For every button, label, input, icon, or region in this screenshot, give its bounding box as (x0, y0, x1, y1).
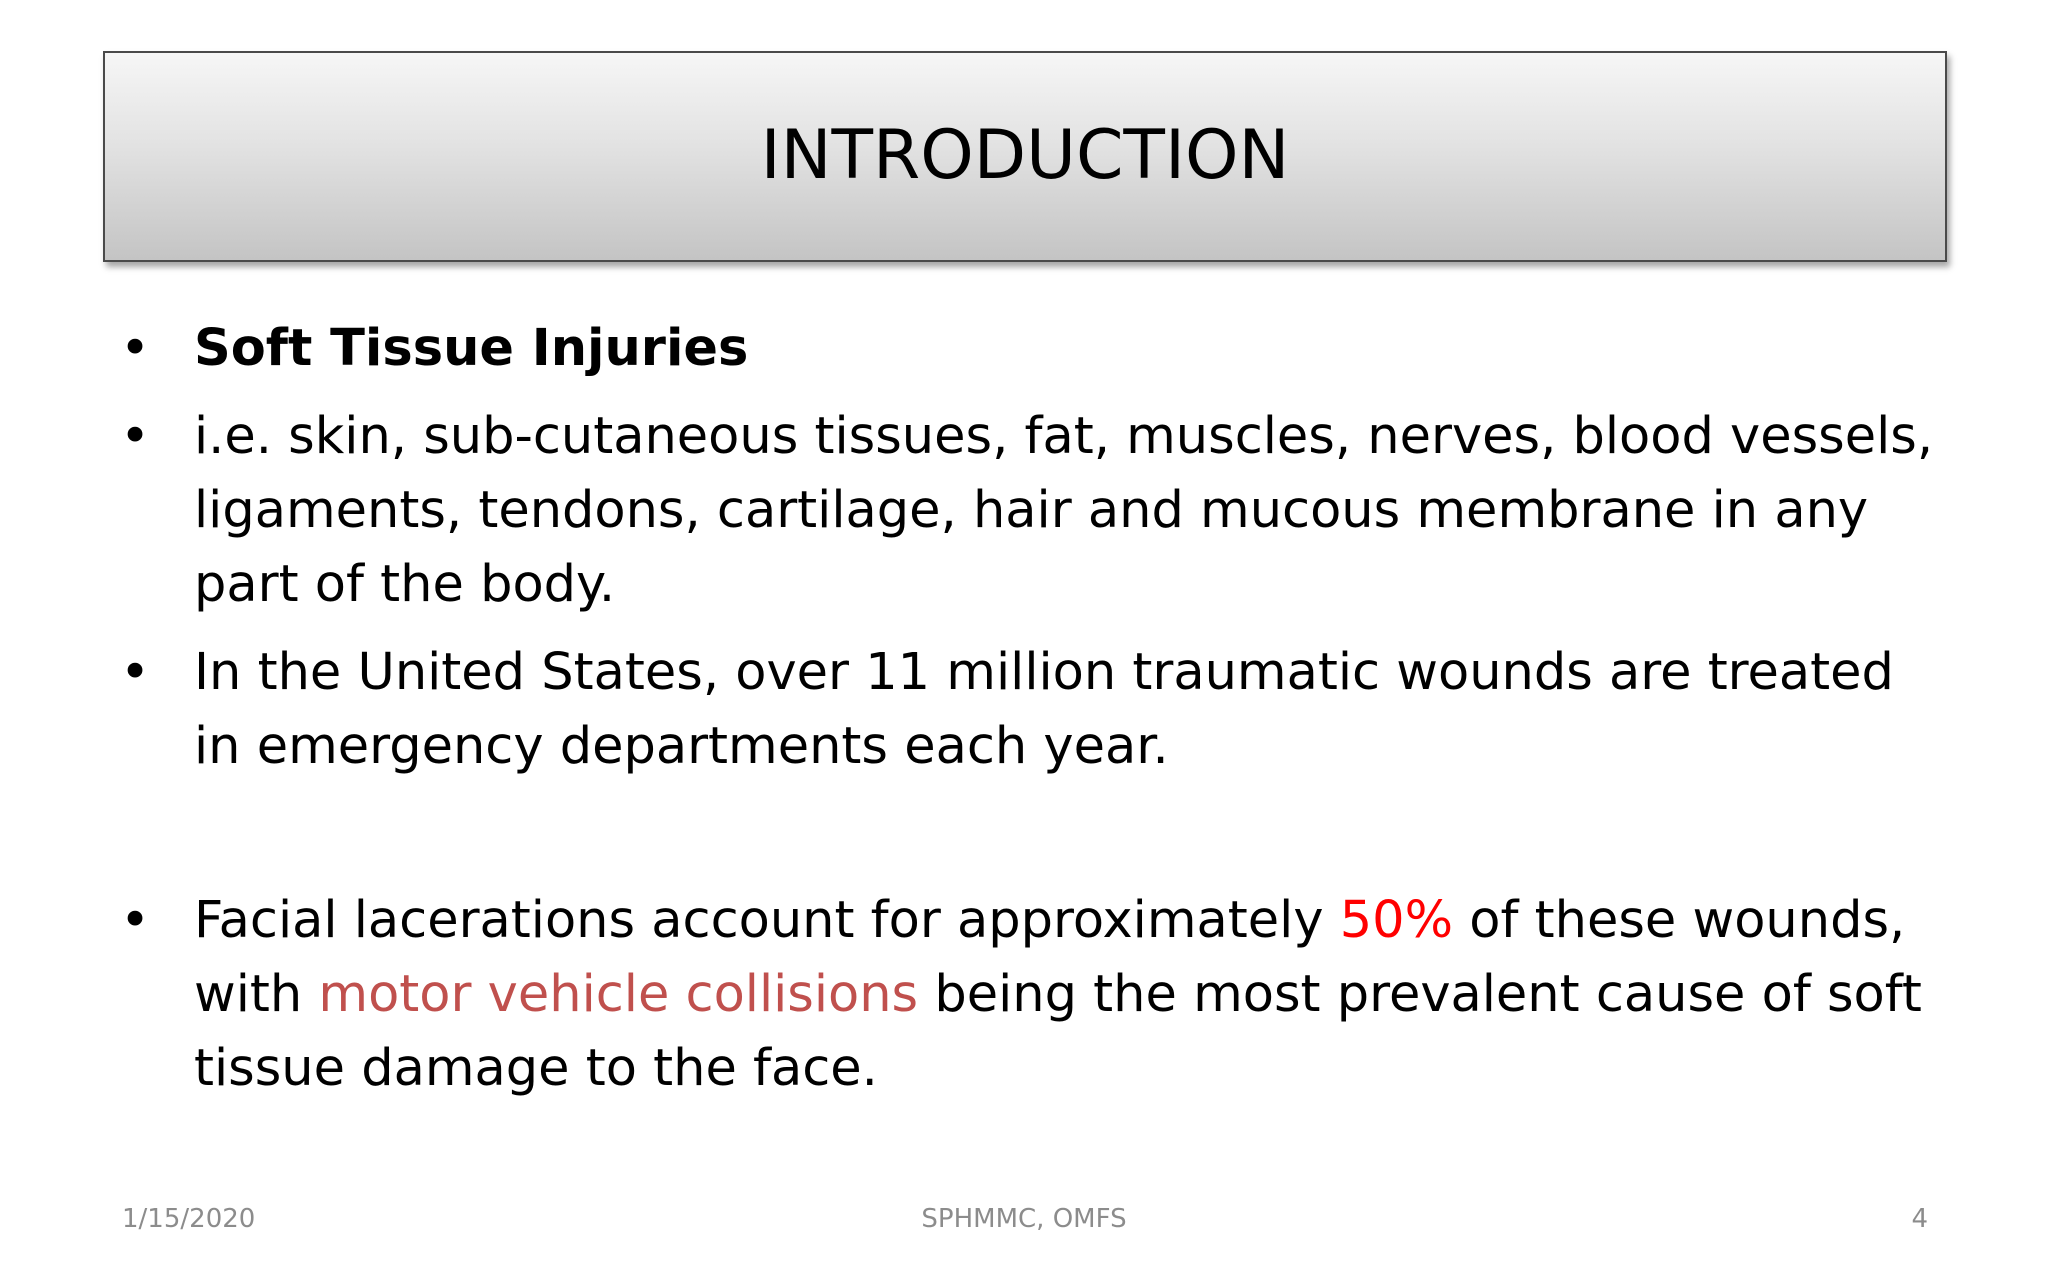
footer-page-number: 4 (1911, 1204, 1928, 1234)
bullet-text-mid: of these wounds, with (194, 891, 1906, 1024)
bullet-dot: • (120, 407, 151, 466)
footer-institution: SPHMMC, OMFS (921, 1204, 1127, 1234)
bullet-item-facial-lacerations (120, 884, 1950, 1106)
bullet-item-us-statistics (120, 636, 1950, 784)
footer-date: 1/15/2020 (122, 1204, 256, 1234)
highlight-cause: motor vehicle collisions (318, 965, 919, 1024)
highlight-percentage: 50% (1339, 891, 1454, 950)
title-bar (103, 51, 1947, 262)
bullet-text-pre: Facial lacerations account for approximately (194, 891, 1340, 950)
bullet-list (120, 312, 1950, 1120)
bullet-text-post: being the most prevalent cause of soft tissue damage to the face. (194, 965, 1922, 1098)
bullet-dot: • (120, 891, 151, 950)
bullet-text: In the United States, over 11 million traumatic wounds are treated in emergency departments each year. (194, 643, 1894, 776)
bullet-item-soft-tissue (120, 312, 1950, 386)
bullet-text: Soft Tissue Injuries (194, 319, 749, 378)
bullet-item-tissue-types (120, 400, 1950, 622)
slide-title: INTRODUCTION (760, 116, 1290, 195)
bullet-text: i.e. skin, sub-cutaneous tissues, fat, muscles, nerves, blood vessels, ligaments, tendons, cartilage, hair and mucous membrane in any part of the body. (194, 407, 1934, 614)
bullet-dot: • (120, 319, 151, 378)
bullet-dot: • (120, 643, 151, 702)
